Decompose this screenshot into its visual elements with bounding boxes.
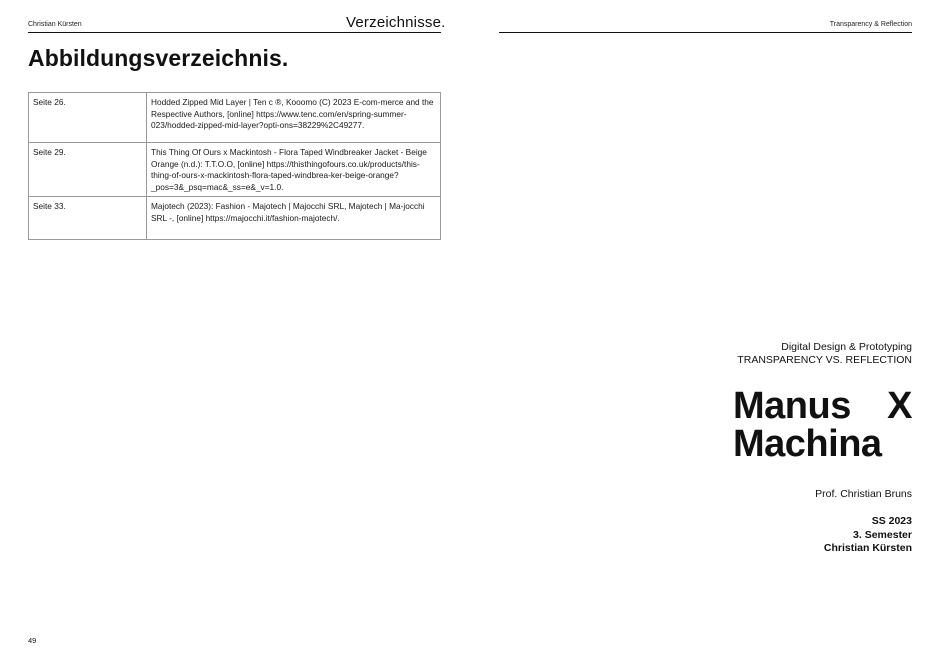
table-cell-page: Seite 29. bbox=[29, 143, 147, 197]
table-row bbox=[29, 93, 441, 143]
table-row bbox=[29, 197, 441, 240]
table-cell-reference: Majotech (2023): Fashion - Majotech | Majocchi SRL, Majotech | Ma-jocchi SRL -, [online] https://majocchi.it/fashion-majotech/. bbox=[147, 197, 441, 240]
left-header-rule bbox=[28, 32, 441, 33]
table-row bbox=[29, 143, 441, 197]
section-title: Verzeichnisse. bbox=[346, 14, 446, 31]
table-cell-page: Seite 33. bbox=[29, 197, 147, 240]
table-cell-reference: Hodded Zipped Mid Layer | Ten c ®, Kooomo (C) 2023 E-com-merce and the Respective Authors, [online] https://www.tenc.com/en/spring-summer-023/hodded-zipped-mid-layer?opti-ons=38229%2C49277. bbox=[147, 93, 441, 143]
header-author: Christian Kürsten bbox=[28, 21, 82, 28]
page-heading: Abbildungsverzeichnis. bbox=[28, 45, 289, 71]
professor-name: Prof. Christian Bruns bbox=[815, 488, 912, 500]
semester-info bbox=[824, 515, 912, 556]
cover-title bbox=[733, 387, 912, 463]
cover-title-word-3: Machina bbox=[733, 423, 882, 465]
semester-term: SS 2023 bbox=[871, 515, 912, 527]
cover-title-word-2: X bbox=[887, 385, 912, 427]
figure-reference-table bbox=[28, 92, 441, 240]
table-cell-reference: This Thing Of Ours x Mackintosh - Flora Taped Windbreaker Jacket - Beige Orange (n.d.): T.T.O.O, [online] https://thisthingofours.co.uk/products/this-thing-of-ours-x-mackintosh-flora-taped-windbrea-ker-beige-orange?_pos=3&_psq=mac&_ss=e&_v=1.0. bbox=[147, 143, 441, 197]
course-info bbox=[737, 341, 912, 367]
semester-number: 3. Semester bbox=[853, 528, 912, 541]
course-name: Digital Design & Prototyping bbox=[781, 341, 912, 353]
author-name: Christian Kürsten bbox=[823, 542, 912, 554]
cover-title-word-1: Manus bbox=[733, 385, 851, 427]
course-subtitle: TRANSPARENCY VS. REFLECTION bbox=[737, 354, 912, 366]
right-header-rule bbox=[499, 32, 912, 33]
header-topic: Transparency & Reflection bbox=[829, 21, 912, 28]
page-number: 49 bbox=[28, 636, 37, 645]
table-cell-page: Seite 26. bbox=[29, 93, 147, 143]
